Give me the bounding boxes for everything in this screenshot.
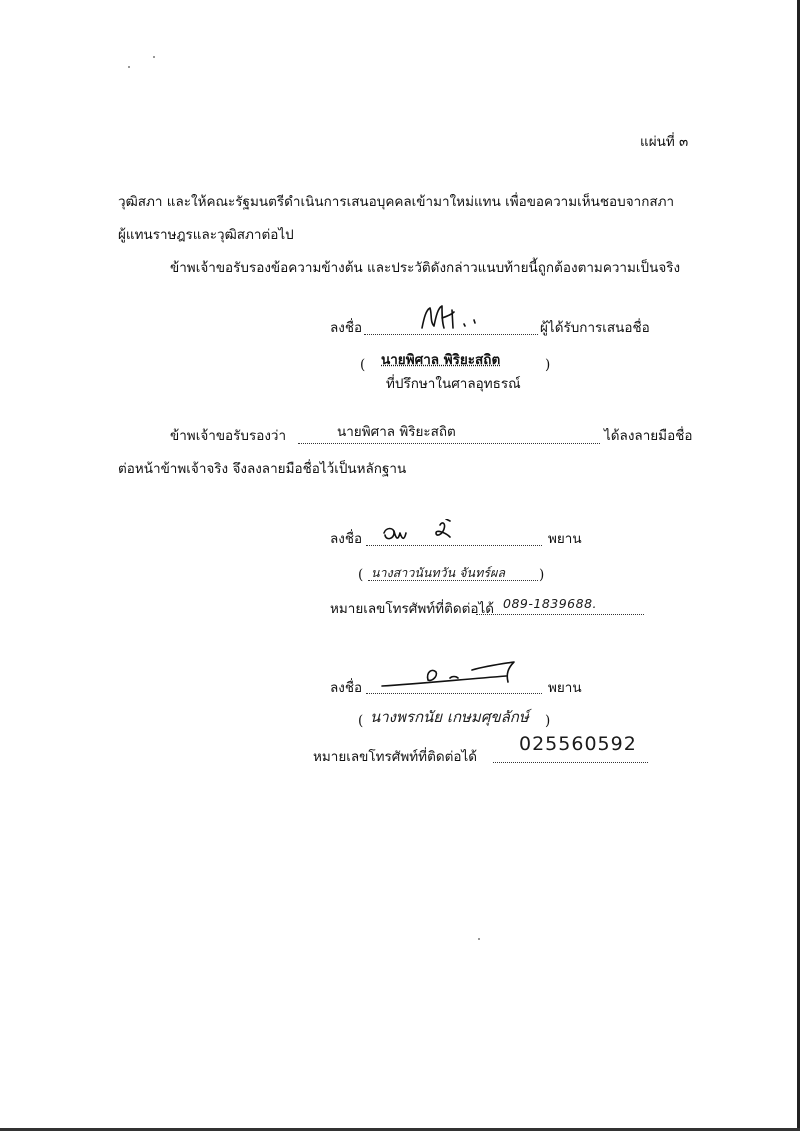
page-label: แผ่นที่ ๓ [640,134,689,150]
witness2-role: พยาน [548,680,582,696]
witness2-signature [376,656,546,690]
witness2-name-open: ( [358,713,364,729]
nominee-name: นายพิศาล พิริยะสถิต [381,352,501,368]
witness-statement-suffix: ได้ลงลายมือชื่อ [604,428,693,444]
nominee-name-close: ) [545,357,551,373]
nominee-signature [416,300,486,334]
witness2-phone: 025560592 [519,733,637,755]
witness-statement-prefix: ข้าพเจ้าขอรับรองว่า [170,428,287,444]
witness1-sign-label: ลงชื่อ [330,531,363,547]
nominee-signature-line [364,334,538,335]
witness1-name-close: ) [539,567,545,583]
intro-line-1: วุฒิสภา และให้คณะรัฐมนตรีดำเนินการเสนอบุคคลเข้ามาใหม่แทน เพื่อขอความเห็นชอบจากสภา [118,194,675,210]
intro-line-2: ผู้แทนราษฎรและวุฒิสภาต่อไป [118,227,294,243]
witness-statement-line-2: ต่อหน้าข้าพเจ้าจริง จึงลงลายมือชื่อไว้เป็นหลักฐาน [118,461,407,477]
witness2-phone-label: หมายเลขโทรศัพท์ที่ติดต่อได้ [313,749,478,765]
witness1-name: นางสาวนันทวัน จันทร์ผล [371,565,506,580]
witness1-signature [380,519,490,549]
witness1-name-open: ( [358,567,364,583]
witness2-signature-line [366,693,542,694]
witness1-phone: 089-1839688. [503,596,598,611]
witness2-name: นางพรกนัย เกษมศุขลักษ์ [370,708,529,726]
witness1-phone-label: หมายเลขโทรศัพท์ที่ติดต่อได้ [330,601,495,617]
nominee-name-open: ( [360,357,366,373]
scan-speck [128,66,130,68]
nominee-position: ที่ปรึกษาในศาลอุทธรณ์ [386,376,521,392]
witness1-role: พยาน [548,531,582,547]
witness1-phone-line [476,614,644,615]
nominee-role-label: ผู้ได้รับการเสนอชื่อ [540,320,650,336]
witness-statement-name: นายพิศาล พิริยะสถิต [337,424,456,440]
witness2-sign-label: ลงชื่อ [330,680,363,696]
nominee-sign-label: ลงชื่อ [330,320,363,336]
scan-speck [478,938,480,940]
witness2-name-close: ) [545,713,551,729]
witness-statement-line [298,443,600,444]
witness2-phone-line [493,762,648,763]
certify-statement: ข้าพเจ้าขอรับรองข้อความข้างต้น และประวัติดังกล่าวแนบท้ายนี้ถูกต้องตามความเป็นจริง [170,260,681,276]
scan-speck [153,56,155,58]
